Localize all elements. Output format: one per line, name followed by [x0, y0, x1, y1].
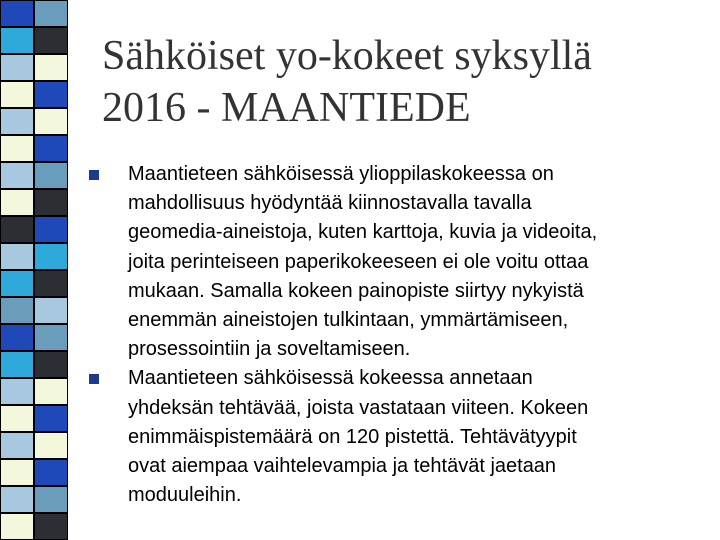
stripe-tile: [34, 297, 68, 324]
bullet-1-line-5: mukaan. Samalla kokeen painopiste siirtyy nykyistä: [128, 279, 584, 302]
stripe-tile: [34, 459, 68, 486]
stripe-tile: [34, 243, 68, 270]
bullet-1-line-3: geomedia-aineistoja, kuten karttoja, kuvia ja videoita,: [128, 221, 598, 244]
bullet-1-line-6: enemmän aineistojen tulkintaan, ymmärtämiseen,: [128, 309, 569, 332]
stripe-tile: [34, 351, 68, 378]
stripe-tile: [0, 297, 34, 324]
stripe-tile: [34, 324, 68, 351]
bullet-2-line-1: Maantieteen sähköisessä kokeessa annetaan: [128, 367, 533, 390]
bullet-2-line-3: enimmäispistemäärä on 120 pistettä. Tehtävätyypit: [128, 425, 577, 448]
bullet-2-line-5: moduuleihin.: [128, 484, 242, 507]
stripe-tile: [34, 486, 68, 513]
stripe-tile: [34, 108, 68, 135]
square-bullet-icon: [89, 170, 99, 180]
stripe-tile: [0, 513, 34, 540]
bullet-item-2: [88, 364, 704, 510]
title-line-2: 2016 - MAANTIEDE: [102, 85, 471, 131]
stripe-tile: [34, 162, 68, 189]
stripe-tile: [0, 108, 34, 135]
stripe-tile: [0, 135, 34, 162]
bullet-text-1: [128, 160, 704, 364]
stripe-tile: [0, 54, 34, 81]
stripe-tile: [0, 243, 34, 270]
bullet-1-line-2: mahdollisuus hyödyntää kiinnostavalla tavalla: [128, 192, 532, 215]
stripe-tile: [0, 459, 34, 486]
stripe-tile: [0, 378, 34, 405]
stripe-tile: [0, 27, 34, 54]
stripe-tile: [0, 270, 34, 297]
stripe-tile: [34, 432, 68, 459]
bullet-2-line-4: ovat aiempaa vaihtelevampia ja tehtävät jaetaan: [128, 455, 557, 478]
stripe-tile: [0, 162, 34, 189]
stripe-tile: [34, 378, 68, 405]
decorative-stripe: [0, 0, 68, 540]
stripe-tile: [34, 216, 68, 243]
stripe-tile: [34, 405, 68, 432]
stripe-tile: [0, 351, 34, 378]
stripe-tile: [34, 189, 68, 216]
stripe-tile: [0, 216, 34, 243]
title-line-1: Sähköiset yo-kokeet syksyllä: [102, 33, 592, 79]
stripe-tile: [34, 135, 68, 162]
slide-title: [102, 30, 702, 134]
stripe-tile: [34, 0, 68, 27]
bullet-text-2: [128, 364, 704, 510]
bullet-1-line-7: prosessointiin ja soveltamiseen.: [128, 338, 411, 361]
stripe-tile: [0, 405, 34, 432]
bullet-1-line-4: joita perinteiseen paperikokeeseen ei ole voitu ottaa: [128, 250, 589, 273]
bullet-1-line-1: Maantieteen sähköisessä ylioppilaskokeessa on: [128, 163, 554, 185]
stripe-tile: [0, 432, 34, 459]
stripe-tile: [0, 486, 34, 513]
stripe-tile: [34, 27, 68, 54]
stripe-tile: [34, 81, 68, 108]
stripe-tile: [0, 324, 34, 351]
square-bullet-icon: [89, 374, 99, 384]
bullet-2-line-2: yhdeksän tehtävää, joista vastataan viiteen. Kokeen: [128, 396, 589, 419]
stripe-tile: [34, 270, 68, 297]
stripe-tile: [34, 54, 68, 81]
bullet-list: [88, 160, 704, 510]
stripe-tile: [0, 81, 34, 108]
stripe-tile: [0, 0, 34, 27]
stripe-tile: [0, 189, 34, 216]
stripe-tile: [34, 513, 68, 540]
bullet-item-1: [88, 160, 704, 364]
